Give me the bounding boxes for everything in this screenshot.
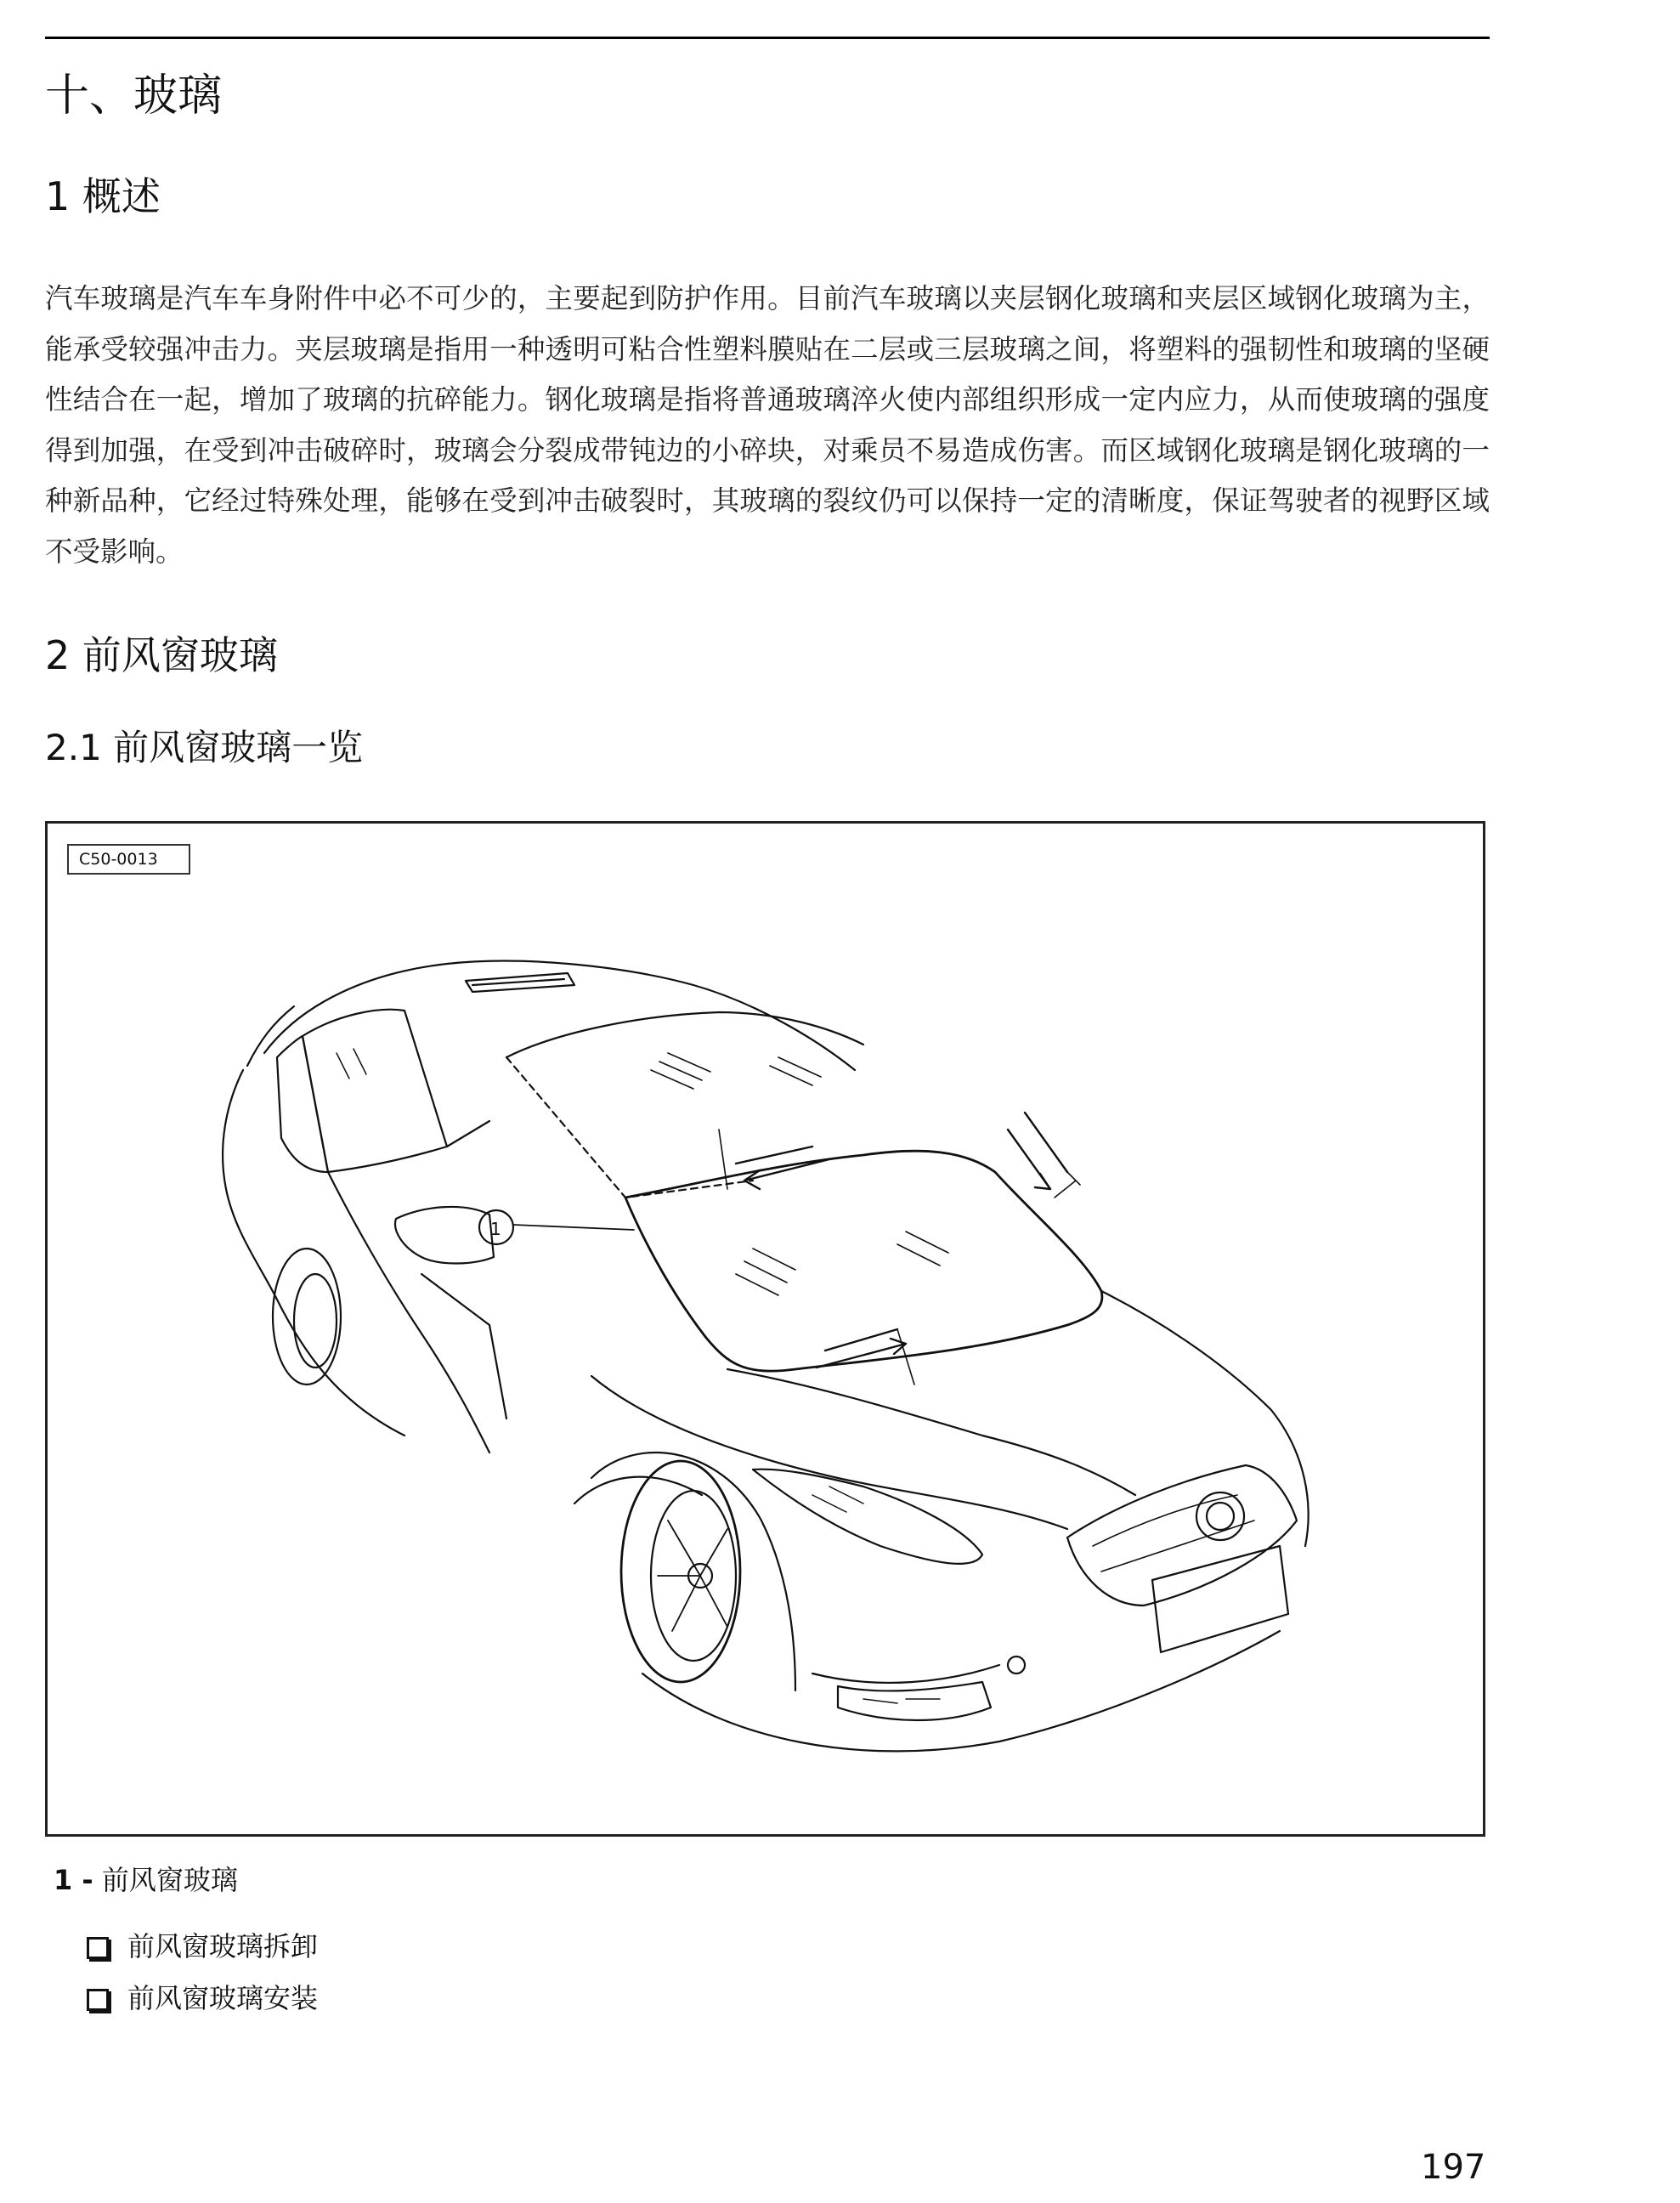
- callout-number: 1: [490, 1219, 501, 1239]
- overview-paragraph: 汽车玻璃是汽车车身附件中必不可少的，主要起到防护作用。目前汽车玻璃以夹层钢化玻璃和夹层区域钢化玻璃为主，能承受较强冲击力。夹层玻璃是指用一种透明可粘合性塑料膜贴在二层或三层玻璃之间，将塑料的强韧性和玻璃的坚硬性结合在一起，增加了玻璃的抗碎能力。钢化玻璃是指将普通玻璃淬火使内部组织形成一定内应力，从而使玻璃的强度得到加强，在受到冲击破碎时，玻璃会分裂成带钝边的小碎块，对乘员不易造成伤害。而区域钢化玻璃是钢化玻璃的一种新品种，它经过特殊处理，能够在受到冲击破裂时，其玻璃的裂纹仍可以保持一定的清晰度，保证驾驶者的视野区域不受影响。: [45, 282, 1490, 568]
- link-windshield-installation-label: 前风窗玻璃安装: [127, 1982, 319, 2014]
- subsection-heading-windshield-overview: 2.1 前风窗玻璃一览: [45, 727, 364, 768]
- chapter-title: 十、玻璃: [45, 71, 223, 122]
- link-windshield-removal[interactable]: [87, 1928, 318, 1965]
- checkbox-icon: [87, 1937, 109, 1959]
- link-windshield-removal-label: 前风窗玻璃拆卸: [127, 1930, 319, 1962]
- section-heading-windshield: 2 前风窗玻璃: [45, 632, 278, 678]
- top-rule: [45, 37, 1490, 39]
- link-windshield-installation[interactable]: [87, 1979, 318, 2017]
- figure-code-label: C50-0013: [67, 844, 190, 875]
- checkbox-icon: [87, 1989, 109, 2011]
- page-number: 197: [1421, 2148, 1486, 2187]
- figure-legend: [54, 1861, 238, 1899]
- section-heading-overview: 1 概述: [45, 173, 161, 219]
- legend-number: 1 -: [54, 1864, 93, 1896]
- figure-windshield-overview: [45, 821, 1485, 1837]
- car-line-drawing: [48, 824, 1483, 1834]
- legend-text: 前风窗玻璃: [93, 1864, 238, 1896]
